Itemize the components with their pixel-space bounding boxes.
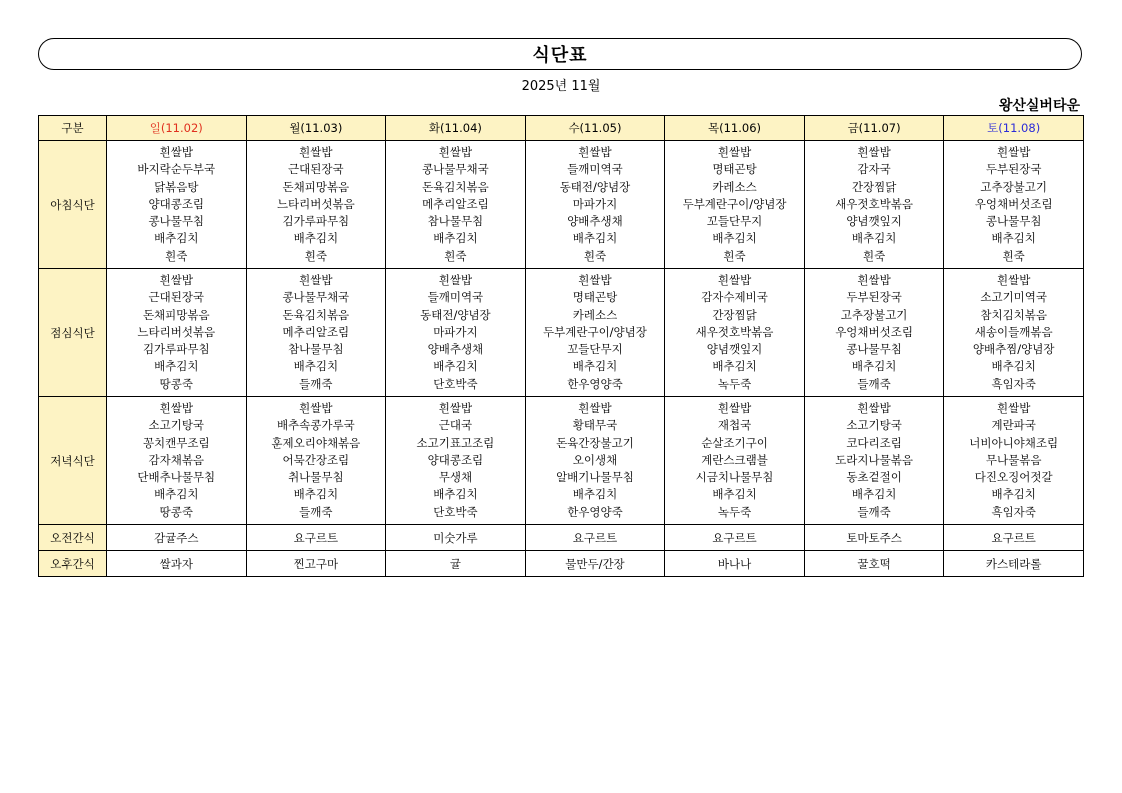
- meal-cell: [386, 141, 526, 269]
- meal-cell: [944, 141, 1084, 269]
- menu-item: 흰쌀밥: [578, 400, 612, 415]
- menu-item: 한우영양죽: [567, 376, 623, 391]
- menu-item: 계란스크램블: [701, 452, 768, 467]
- meal-cell: [944, 269, 1084, 397]
- snack-cell: 요구르트: [246, 525, 386, 551]
- menu-item: 훈제오리야채볶음: [271, 435, 361, 450]
- menu-item: 땅콩죽: [159, 504, 193, 519]
- menu-item: 참나물무침: [427, 214, 484, 229]
- snack-cell: 요구르트: [665, 525, 805, 551]
- menu-item: 두부계란구이/양념장: [682, 196, 787, 211]
- menu-item: 흰쌀밥: [997, 144, 1031, 159]
- menu-item: 배추김치: [154, 231, 199, 246]
- menu-item: 들깨죽: [857, 376, 891, 391]
- menu-item: 배추김치: [154, 487, 199, 502]
- menu-item: 흰쌀밥: [717, 272, 752, 287]
- header-label-cell: 구분: [39, 116, 107, 141]
- snack-row: [39, 525, 1084, 551]
- menu-item: 고추장불고기: [840, 307, 908, 322]
- menu-item: 코다리조림: [846, 435, 902, 450]
- menu-item: 들깨미역국: [427, 290, 484, 305]
- menu-item: 흰죽: [583, 248, 607, 263]
- menu-item: 소고기표고조림: [416, 435, 495, 450]
- menu-item: 배추김치: [851, 231, 897, 246]
- menu-item: 두부된장국: [985, 162, 1042, 177]
- menu-item: 카레소스: [572, 307, 618, 322]
- meal-cell: [525, 269, 665, 397]
- menu-item: 너비아니야채조림: [969, 435, 1059, 450]
- day-header: 월(11.03): [246, 116, 386, 141]
- header-row: [39, 116, 1084, 141]
- menu-item: 배추김치: [712, 487, 757, 502]
- menu-item: 마파가지: [572, 196, 618, 211]
- snack-cell: 요구르트: [525, 525, 665, 551]
- menu-item: 어묵간장조림: [282, 452, 350, 467]
- menu-item: 들깨미역국: [567, 162, 623, 177]
- menu-item: 메추리알조림: [282, 324, 350, 339]
- menu-item: 콩나물무침: [985, 214, 1042, 229]
- meal-row: [39, 141, 1084, 269]
- menu-item: 녹두죽: [717, 376, 752, 391]
- menu-item: 새송이들깨볶음: [974, 324, 1053, 339]
- menu-item: 소고기미역국: [980, 290, 1048, 305]
- menu-item: 카레소스: [712, 179, 757, 194]
- menu-item: 흰쌀밥: [159, 144, 193, 159]
- menu-item: 근대된장국: [288, 162, 344, 177]
- menu-item: 꽁치캔무조림: [142, 435, 210, 450]
- menu-item: 흰쌀밥: [299, 400, 333, 415]
- menu-item: 메추리알조림: [422, 196, 489, 211]
- menu-item: 배추김치: [433, 487, 478, 502]
- snack-row: [39, 551, 1084, 577]
- menu-item: 콩나물무채국: [422, 162, 489, 177]
- menu-item: 김가루파무침: [142, 342, 210, 357]
- menu-item: 흰죽: [1002, 248, 1025, 263]
- meal-cell: [246, 141, 386, 269]
- menu-item: 배추김치: [293, 359, 339, 374]
- menu-item: 동태전/양념장: [420, 307, 491, 322]
- menu-item: 근대된장국: [148, 290, 205, 305]
- menu-item: 흰쌀밥: [717, 400, 752, 415]
- snack-cell: 바나나: [665, 551, 805, 577]
- menu-item: 배추김치: [433, 359, 478, 374]
- menu-item: 흰쌀밥: [578, 144, 612, 159]
- menu-item: 알배기나물무침: [556, 470, 634, 485]
- menu-item: 계란파국: [991, 418, 1036, 433]
- meal-cell: [665, 141, 805, 269]
- meal-cell: [386, 269, 526, 397]
- meal-label: 저녁식단: [39, 397, 107, 525]
- snack-cell: 귤: [386, 551, 526, 577]
- menu-item: 김가루파무침: [282, 214, 350, 229]
- menu-item: 우엉채버섯조림: [835, 324, 913, 339]
- meal-cell: [804, 269, 944, 397]
- menu-item: 단호박죽: [433, 504, 478, 519]
- meal-cell: [804, 141, 944, 269]
- snack-cell: 카스테라롤: [944, 551, 1084, 577]
- menu-item: 우엉채버섯조림: [974, 196, 1053, 211]
- menu-item: 돈육김치볶음: [282, 307, 350, 322]
- menu-item: 단호박죽: [433, 376, 478, 391]
- day-header: 목(11.06): [665, 116, 805, 141]
- meal-cell: [665, 269, 805, 397]
- menu-item: 양대콩조림: [427, 452, 484, 467]
- menu-item: 흰죽: [862, 248, 886, 263]
- menu-item: 배추김치: [293, 231, 339, 246]
- menu-item: 배추김치: [293, 487, 339, 502]
- menu-item: 돈육간장불고기: [556, 435, 634, 450]
- snack-cell: 요구르트: [944, 525, 1084, 551]
- meal-cell: [246, 397, 386, 525]
- menu-item: 재첩국: [717, 418, 752, 433]
- menu-item: 흰쌀밥: [857, 400, 891, 415]
- menu-item: 콩나물무침: [846, 342, 902, 357]
- snack-cell: 찐고구마: [246, 551, 386, 577]
- menu-item: 배추김치: [991, 231, 1036, 246]
- menu-item: 흰죽: [165, 248, 188, 263]
- menu-item: 흰죽: [723, 248, 746, 263]
- meal-cell: [107, 141, 247, 269]
- menu-item: 흰쌀밥: [857, 272, 891, 287]
- menu-item: 양대콩조림: [148, 196, 205, 211]
- menu-item: 새우젓호박볶음: [835, 196, 913, 211]
- meal-cell: [525, 141, 665, 269]
- menu-item: 배추김치: [851, 359, 897, 374]
- menu-item: 마파가지: [433, 324, 478, 339]
- menu-item: 흰쌀밥: [438, 400, 473, 415]
- menu-item: 양배추생채: [427, 342, 484, 357]
- meal-cell: [107, 269, 247, 397]
- menu-item: 무나물볶음: [985, 452, 1042, 467]
- menu-item: 바지락순두부국: [137, 162, 216, 177]
- menu-item: 땅콩죽: [159, 376, 193, 391]
- menu-item: 흰쌀밥: [997, 272, 1031, 287]
- menu-item: 명태곤탕: [712, 162, 757, 177]
- meal-cell: [386, 397, 526, 525]
- menu-item: 배추김치: [712, 231, 757, 246]
- menu-item: 돈육김치볶음: [422, 179, 489, 194]
- menu-item: 흰쌀밥: [438, 272, 473, 287]
- menu-item: 고추장불고기: [980, 179, 1048, 194]
- menu-item: 흑임자죽: [991, 376, 1036, 391]
- menu-item: 꼬들단무지: [567, 342, 623, 357]
- day-header: 금(11.07): [804, 116, 944, 141]
- day-header: 일(11.02): [107, 116, 247, 141]
- menu-item: 꼬들단무지: [706, 214, 763, 229]
- meal-cell: [665, 397, 805, 525]
- meal-row: [39, 397, 1084, 525]
- menu-item: 들깨죽: [857, 504, 891, 519]
- menu-item: 들깨죽: [299, 376, 333, 391]
- menu-item: 소고기탕국: [148, 418, 205, 433]
- menu-item: 느타리버섯볶음: [137, 324, 216, 339]
- menu-item: 순살조기구이: [701, 435, 768, 450]
- menu-item: 양념깻잎지: [846, 214, 902, 229]
- menu-item: 흑임자죽: [991, 504, 1036, 519]
- snack-cell: 토마토주스: [804, 525, 944, 551]
- snack-cell: 미숫가루: [386, 525, 526, 551]
- menu-item: 시금치나물무침: [695, 470, 774, 485]
- menu-item: 돈채피망볶음: [142, 307, 210, 322]
- menu-item: 참나물무침: [288, 342, 344, 357]
- menu-item: 한우영양죽: [567, 504, 623, 519]
- menu-item: 배추김치: [991, 359, 1036, 374]
- menu-item: 돈채피망볶음: [282, 179, 350, 194]
- menu-item: 콩나물무침: [148, 214, 205, 229]
- menu-item: 참치김치볶음: [980, 307, 1048, 322]
- menu-item: 감자국: [857, 162, 891, 177]
- menu-item: 배추김치: [851, 487, 897, 502]
- menu-item: 녹두죽: [717, 504, 752, 519]
- menu-item: 흰쌀밥: [159, 272, 193, 287]
- menu-item: 동태전/양념장: [559, 179, 631, 194]
- menu-item: 명태곤탕: [572, 290, 618, 305]
- meal-cell: [804, 397, 944, 525]
- menu-item: 흰쌀밥: [997, 400, 1031, 415]
- menu-item: 배추김치: [572, 359, 618, 374]
- page-title: 식단표: [532, 45, 588, 66]
- day-header: 수(11.05): [525, 116, 665, 141]
- snack-cell: 감귤주스: [107, 525, 247, 551]
- menu-item: 양배추찜/양념장: [972, 342, 1055, 357]
- menu-item: 배추속콩가루국: [276, 418, 355, 433]
- menu-item: 콩나물무채국: [282, 290, 350, 305]
- menu-table: [38, 115, 1084, 577]
- menu-item: 양념깻잎지: [706, 342, 763, 357]
- snack-cell: 쌀과자: [107, 551, 247, 577]
- menu-item: 배추김치: [154, 359, 199, 374]
- menu-item: 감자채볶음: [148, 452, 205, 467]
- day-header: 화(11.04): [386, 116, 526, 141]
- organization-name: 왕산실버타운: [998, 98, 1080, 114]
- menu-item: 흰쌀밥: [857, 144, 891, 159]
- menu-item: 취나물무침: [288, 470, 344, 485]
- menu-item: 흰쌀밥: [159, 400, 193, 415]
- menu-item: 근대국: [438, 418, 473, 433]
- menu-item: 간장찜닭: [851, 179, 897, 194]
- title-banner: [38, 38, 1082, 70]
- meal-cell: [246, 269, 386, 397]
- menu-item: 닭볶음탕: [154, 179, 199, 194]
- menu-item: 느타리버섯볶음: [276, 196, 355, 211]
- menu-item: 감자수제비국: [701, 290, 768, 305]
- day-header: 토(11.08): [944, 116, 1084, 141]
- menu-item: 흰쌀밥: [717, 144, 752, 159]
- meal-label: 아침식단: [39, 141, 107, 269]
- menu-item: 흰쌀밥: [299, 144, 333, 159]
- menu-item: 흰쌀밥: [438, 144, 473, 159]
- snack-cell: 물만두/간장: [525, 551, 665, 577]
- menu-item: 간장찜닭: [712, 307, 757, 322]
- menu-item: 양배추생채: [567, 214, 623, 229]
- menu-item: 두부계란구이/양념장: [543, 324, 647, 339]
- period-label: 2025년 11월: [521, 79, 601, 94]
- menu-item: 배추김치: [572, 231, 618, 246]
- menu-item: 오이생채: [572, 452, 618, 467]
- meal-cell: [944, 397, 1084, 525]
- menu-item: 단배추나물무침: [137, 470, 216, 485]
- menu-item: 두부된장국: [846, 290, 902, 305]
- snack-label: 오후간식: [39, 551, 107, 577]
- meal-label: 점심식단: [39, 269, 107, 397]
- menu-item: 흰죽: [304, 248, 327, 263]
- menu-item: 흰쌀밥: [578, 272, 612, 287]
- meal-cell: [107, 397, 247, 525]
- menu-item: 배추김치: [572, 487, 618, 502]
- snack-label: 오전간식: [39, 525, 107, 551]
- meal-cell: [525, 397, 665, 525]
- menu-item: 새우젓호박볶음: [695, 324, 774, 339]
- snack-cell: 꿀호떡: [804, 551, 944, 577]
- menu-item: 배추김치: [991, 487, 1036, 502]
- menu-item: 황태무국: [572, 418, 618, 433]
- meal-row: [39, 269, 1084, 397]
- menu-item: 흰죽: [444, 248, 467, 263]
- menu-item: 다진오징어젓갈: [974, 470, 1053, 485]
- menu-item: 배추김치: [712, 359, 757, 374]
- menu-item: 무생채: [438, 470, 473, 485]
- menu-item: 흰쌀밥: [299, 272, 333, 287]
- menu-item: 배추김치: [433, 231, 478, 246]
- menu-item: 들깨죽: [299, 504, 333, 519]
- menu-item: 동초겉절이: [846, 470, 902, 485]
- menu-item: 소고기탕국: [846, 418, 902, 433]
- menu-item: 도라지나물볶음: [835, 452, 913, 467]
